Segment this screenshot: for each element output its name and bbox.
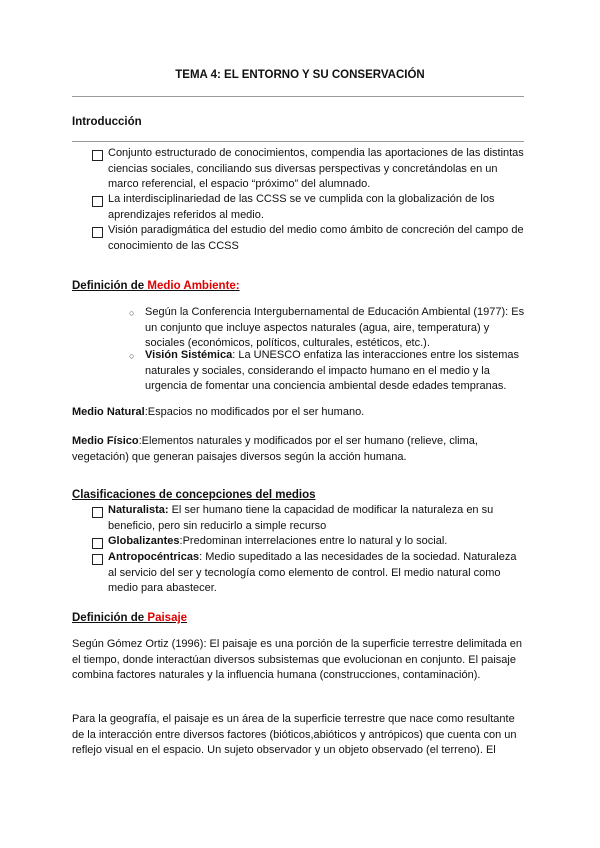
medio-ambiente-heading (72, 280, 240, 292)
paisaje-heading (72, 612, 187, 624)
checkbox-icon[interactable] (92, 538, 103, 549)
paisaje-paragraph: Para la geografía, el paisaje es un área de la superficie terrestre que nace como resultante de la interacción entre diversos factores (bióticos,abióticos y antrópicos) que cuenta con un reflejo visual en el espacio. Un sujeto observador y un objeto observado (el terreno). El (72, 713, 517, 757)
clasificacion-bold: Antropocéntricas (108, 551, 200, 563)
clasificacion-text: : Medio supeditado a las necesidades de la sociedad. Naturaleza al servicio del ser y tecnología como elemento de control. El medio natural como medio para abastecer. (108, 551, 517, 595)
bullet-icon: ○ (129, 308, 135, 318)
intro-heading: Introducción (72, 116, 142, 128)
clasificacion-item (108, 550, 528, 597)
clasificacion-text: :Predominan interrelaciones entre lo natural y lo social. (179, 535, 448, 547)
checkbox-icon[interactable] (92, 196, 103, 207)
page-title: TEMA 4: EL ENTORNO Y SU CONSERVACIÓN (175, 69, 425, 81)
medio-fisico-paragraph (72, 434, 528, 465)
checkbox-icon[interactable] (92, 150, 103, 161)
medio-ambiente-bullet (145, 348, 525, 395)
clasificaciones-heading: Clasificaciones de concepciones del medios (72, 489, 316, 501)
medio-fisico-text: :Elementos naturales y modificados por el ser humano (relieve, clima, vegetación) que generan paisajes diversos según la acción humana. (72, 435, 478, 463)
clasificacion-bold: Globalizantes (108, 535, 180, 547)
bullet-bold: Visión Sistémica (145, 349, 233, 361)
clasificacion-item (108, 503, 528, 534)
clasificacion-item (108, 534, 528, 550)
divider (72, 141, 524, 142)
bullet-text: : La UNESCO enfatiza las interacciones entre los sistemas naturales y sociales, considerando el impacto humano en el medio y la urgencia de fomentar una conciencia ambiental desde edades tempranas. (145, 349, 519, 393)
medio-ambiente-bullet (145, 305, 525, 352)
intro-item: La interdisciplinariedad de las CCSS se ve cumplida con la globalización de los aprendizajes referidos al medio. (108, 193, 495, 221)
intro-item: Conjunto estructurado de conocimientos, compendia las aportaciones de las distintas ciencias sociales, conciliando sus diversas perspectivas y concretándolas en un marco referencial, el espacio “próximo” del alumnado. (108, 147, 524, 191)
medio-natural-text: :Espacios no modificados por el ser humano. (144, 406, 365, 418)
checkbox-icon[interactable] (92, 507, 103, 518)
checkbox-icon[interactable] (92, 227, 103, 238)
paisaje-paragraph: Según Gómez Ortiz (1996): El paisaje es una porción de la superficie terrestre delimitada en el tiempo, donde interactúan diversos subsistemas que evolucionan en conjunto. El paisaje combina factores naturales y la influencia humana (construcciones, contaminación). (72, 638, 523, 682)
heading-prefix: Definición de (72, 612, 148, 624)
clasificacion-bold: Naturalista: (108, 504, 169, 516)
divider (72, 96, 524, 97)
heading-term: Medio Ambiente: (147, 280, 240, 292)
medio-fisico-label: Medio Físico (72, 435, 139, 447)
clasificacion-text: El ser humano tiene la capacidad de modificar la naturaleza en su beneficio, pero sin reducirlo a simple recurso (108, 504, 494, 532)
heading-prefix: Definición de (72, 280, 148, 292)
heading-term: Paisaje (147, 612, 188, 624)
intro-item: Visión paradigmática del estudio del medio como ámbito de concreción del campo de conocimiento de las CCSS (108, 224, 524, 252)
medio-natural-paragraph (72, 405, 528, 421)
medio-natural-label: Medio Natural (72, 406, 145, 418)
bullet-text: Según la Conferencia Intergubernamental de Educación Ambiental (1977): Es un conjunto que incluye aspectos naturales (agua, aire, temperatura) y sociales (económicos, políticos, culturales, estéticos, etc.). (145, 306, 525, 350)
checkbox-icon[interactable] (92, 554, 103, 565)
bullet-icon: ○ (129, 351, 135, 361)
